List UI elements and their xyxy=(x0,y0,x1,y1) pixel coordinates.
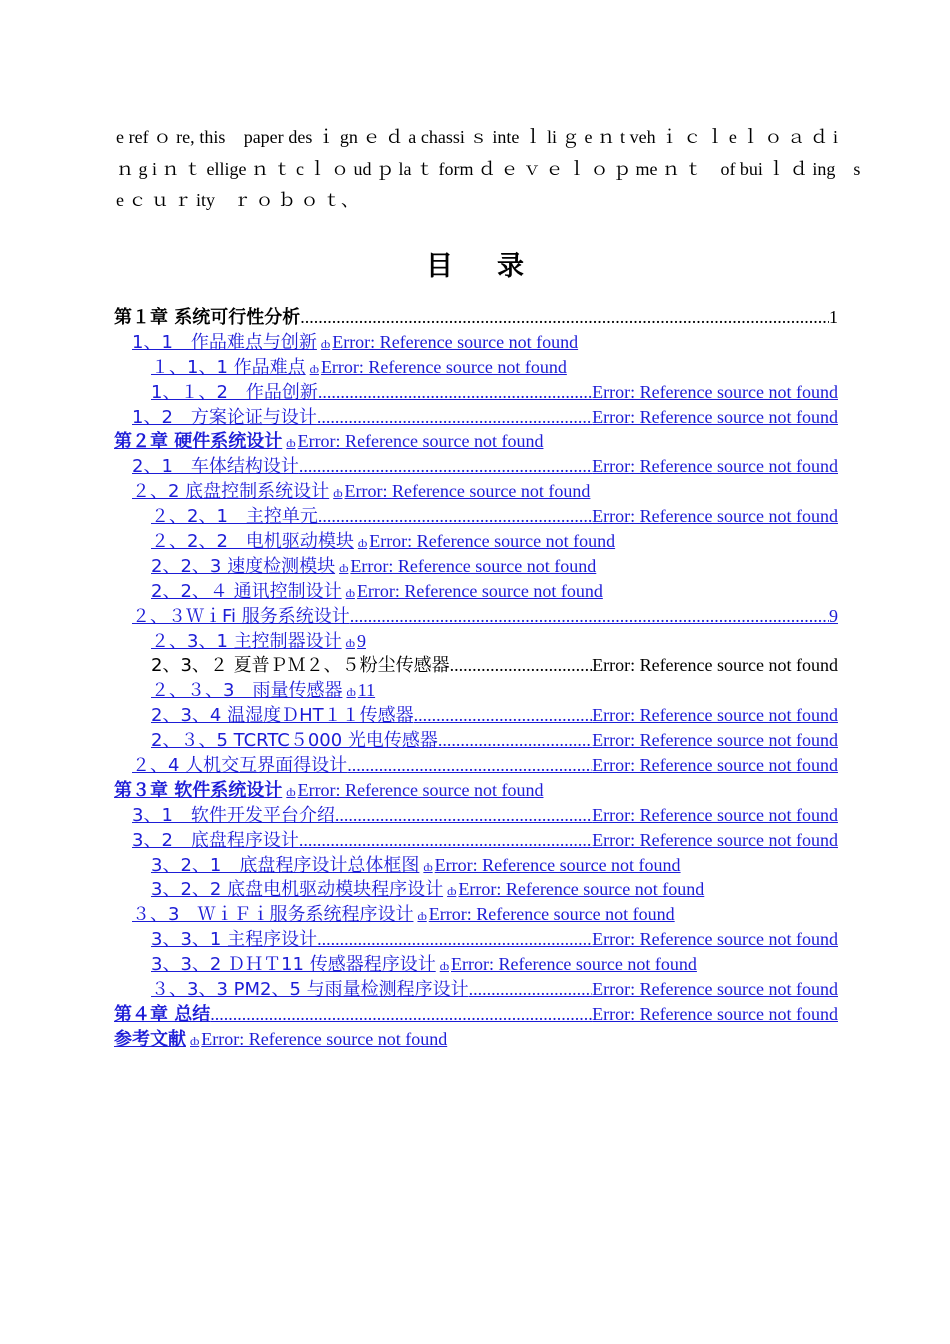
toc-page-ref: Error: Reference source not found xyxy=(451,954,697,975)
toc-entry[interactable] xyxy=(114,828,838,853)
toc-entry-title: 2、3、２ 夏普ＰＭ２、５粉尘传感器 xyxy=(151,655,450,677)
toc-dot-leader xyxy=(350,604,829,629)
toc-entry[interactable] xyxy=(114,405,838,430)
toc-page-ref: Error: Reference source not found xyxy=(369,531,616,552)
toc-entry[interactable] xyxy=(114,579,838,604)
toc-title: 目录 xyxy=(426,251,568,282)
toc-entry-title: 3、2 底盘程序设计 xyxy=(132,829,299,851)
toc-page-ref: Error: Reference source not found xyxy=(592,506,838,527)
toc-entry-title: 2、2、４ 通讯控制设计 xyxy=(151,580,342,602)
toc-page-ref: 9 xyxy=(829,605,838,626)
toc-dot-leader xyxy=(347,753,592,778)
field-marker-icon: ȸ xyxy=(286,436,296,451)
toc-entry[interactable] xyxy=(114,479,838,504)
toc-entry-title: 2、1 车体结构设计 xyxy=(132,456,299,478)
toc-page-ref: 1 xyxy=(829,307,838,327)
toc-entry-title: 第３章 软件系统设计 xyxy=(114,779,283,801)
field-marker-icon: ȸ xyxy=(190,1033,200,1048)
field-marker-icon: ȸ xyxy=(439,959,449,974)
field-marker-icon: ȸ xyxy=(309,361,319,376)
toc-entry[interactable] xyxy=(114,703,838,728)
toc-entry-title: 第１章 系统可行性分析 xyxy=(114,307,301,328)
toc-entry[interactable] xyxy=(114,977,838,1002)
toc-page-ref: Error: Reference source not found xyxy=(592,804,838,825)
toc-page-ref: Error: Reference source not found xyxy=(592,705,838,726)
toc-entry[interactable] xyxy=(114,380,838,405)
toc-entry[interactable] xyxy=(114,803,838,828)
toc-entry-title: 3、2、2 底盘电机驱动模块程序设计 xyxy=(151,879,444,901)
toc-entry[interactable] xyxy=(114,902,838,927)
toc-entry-title: １、1、1 作品难点 xyxy=(151,356,306,378)
abstract-line: e ref ｏ re, this paper des ｉ gn ｅ ｄ a chassi ｓ inte ｌ li ｇ e ｎ t veh ｉ ｃ ｌ e ｌ ｏ ａ ｄ i xyxy=(116,127,838,147)
toc-entry-title: 3、2、1 底盘程序设计总体框图 xyxy=(151,854,420,876)
toc-entry-title: 2、3、4 温湿度ＤHT１１传感器 xyxy=(151,705,414,727)
toc-entry-title: ３、3 ＷｉＦｉ服务系统程序设计 xyxy=(132,904,414,926)
toc-dot-leader xyxy=(450,653,592,678)
toc-page-ref: Error: Reference source not found xyxy=(592,1003,838,1024)
toc-dot-leader xyxy=(414,703,592,728)
toc-dot-leader xyxy=(438,728,592,753)
toc-entry[interactable] xyxy=(114,753,838,778)
table-of-contents xyxy=(114,305,838,1052)
abstract-continuation xyxy=(116,122,861,217)
toc-page-ref: Error: Reference source not found xyxy=(350,555,597,576)
toc-page-ref: Error: Reference source not found xyxy=(592,755,838,776)
toc-entry[interactable] xyxy=(114,355,838,380)
field-marker-icon: ȸ xyxy=(320,336,331,351)
toc-entry-title: ２、2 底盘控制系统设计 xyxy=(132,481,330,503)
toc-page-ref: 11 xyxy=(357,680,376,701)
toc-entry[interactable] xyxy=(114,1027,838,1052)
toc-entry[interactable] xyxy=(114,927,838,952)
toc-dot-leader xyxy=(317,927,592,952)
toc-dot-leader xyxy=(299,828,592,853)
field-marker-icon: ȸ xyxy=(357,536,368,551)
toc-entry[interactable] xyxy=(114,678,838,703)
toc-page-ref: Error: Reference source not found xyxy=(592,730,838,751)
toc-entry[interactable] xyxy=(114,554,838,579)
toc-entry-title: ２、2、1 主控单元 xyxy=(151,506,318,528)
toc-entry-title: 2、2、3 速度检测模块 xyxy=(151,555,336,577)
toc-entry-title: 1、１、2 作品创新 xyxy=(151,381,318,403)
field-marker-icon: ȸ xyxy=(286,784,296,799)
toc-entry-title: 1、2 方案论证与设计 xyxy=(132,406,317,428)
field-marker-icon: ȸ xyxy=(339,560,349,575)
toc-page-ref: Error: Reference source not found xyxy=(592,456,838,477)
toc-dot-leader xyxy=(300,305,829,330)
field-marker-icon: ȸ xyxy=(417,909,427,924)
toc-page-ref: Error: Reference source not found xyxy=(428,904,675,925)
toc-page-ref: Error: Reference source not found xyxy=(201,1028,448,1049)
toc-page-ref: Error: Reference source not found xyxy=(592,655,838,676)
toc-dot-leader xyxy=(469,977,592,1002)
toc-entry[interactable] xyxy=(114,877,838,902)
abstract-line: ｎ g i ｎ ｔ ellige ｎ ｔ c ｌ ｏ ud ｐ la ｔ form ｄ ｅ ｖ ｅ ｌ ｏ ｐ me ｎ ｔ of bui ｌ ｄ ing s xyxy=(116,158,861,179)
toc-entry xyxy=(114,653,838,678)
toc-page-ref: Error: Reference source not found xyxy=(320,356,567,377)
toc-dot-leader xyxy=(210,1002,592,1027)
toc-entry-title: 3、3、1 主程序设计 xyxy=(151,929,318,951)
toc-page-ref: Error: Reference source not found xyxy=(297,431,544,452)
toc-page-ref: Error: Reference source not found xyxy=(458,879,705,900)
toc-entry-title: ３、3、3 PM2、5 与雨量检测程序设计 xyxy=(151,979,469,1001)
toc-page-ref: Error: Reference source not found xyxy=(297,779,544,800)
toc-entry[interactable] xyxy=(114,728,838,753)
toc-entry-title: ２、３ＷｉFi 服务系统设计 xyxy=(132,605,350,627)
field-marker-icon: ȸ xyxy=(345,635,355,650)
toc-entry[interactable] xyxy=(114,952,838,977)
toc-entry-title: ２、３、3 雨量传感器 xyxy=(151,680,343,702)
toc-dot-leader xyxy=(317,405,592,430)
toc-entry-title: 2、３、5 TCRTC５000 光电传感器 xyxy=(151,730,438,752)
toc-entry[interactable] xyxy=(114,454,838,479)
field-marker-icon: ȸ xyxy=(346,685,356,700)
toc-entry xyxy=(114,305,838,330)
field-marker-icon: ȸ xyxy=(447,884,457,899)
toc-entry[interactable] xyxy=(114,429,838,454)
toc-entry-title: 3、1 软件开发平台介绍 xyxy=(132,804,335,826)
toc-page-ref: Error: Reference source not found xyxy=(434,854,681,875)
toc-entry-title: ２、3、1 主控制器设计 xyxy=(151,630,342,652)
toc-entry-title: 1、1 作品难点与创新 xyxy=(132,331,317,353)
toc-page-ref: Error: Reference source not found xyxy=(332,331,579,352)
toc-page-ref: Error: Reference source not found xyxy=(344,481,591,502)
toc-dot-leader xyxy=(318,504,592,529)
toc-dot-leader xyxy=(299,454,592,479)
toc-entry-title: 参考文献 xyxy=(114,1028,186,1050)
toc-page-ref: Error: Reference source not found xyxy=(592,979,838,1000)
toc-entry[interactable] xyxy=(114,529,838,554)
field-marker-icon: ȸ xyxy=(345,585,355,600)
toc-entry-title: 第２章 硬件系统设计 xyxy=(114,431,283,453)
toc-entry-title: 3、3、2 ＤＨＴ11 传感器程序设计 xyxy=(151,954,436,976)
toc-page-ref: Error: Reference source not found xyxy=(592,406,838,427)
toc-entry[interactable] xyxy=(114,853,838,878)
toc-dot-leader xyxy=(318,380,592,405)
toc-entry-title: ２、2、2 电机驱动模块 xyxy=(151,531,354,553)
toc-entry[interactable] xyxy=(114,330,838,355)
abstract-line: e ｃ ｕ ｒ ity ｒ ｏ ｂ ｏ ｔ、 xyxy=(116,190,359,210)
toc-entry[interactable] xyxy=(114,778,838,803)
toc-page-ref: Error: Reference source not found xyxy=(592,381,838,402)
toc-page-ref: Error: Reference source not found xyxy=(592,929,838,950)
field-marker-icon: ȸ xyxy=(423,859,433,874)
toc-dot-leader xyxy=(335,803,592,828)
toc-page-ref: 9 xyxy=(356,630,366,651)
toc-entry-title: 第４章 总结 xyxy=(114,1003,211,1025)
toc-page-ref: Error: Reference source not found xyxy=(592,829,838,850)
toc-entry-title: ２、4 人机交互界面得设计 xyxy=(132,755,348,777)
field-marker-icon: ȸ xyxy=(333,486,343,501)
toc-page-ref: Error: Reference source not found xyxy=(356,580,603,601)
toc-entry[interactable] xyxy=(114,504,838,529)
toc-entry[interactable] xyxy=(114,629,838,654)
toc-entry[interactable] xyxy=(114,604,838,629)
toc-entry[interactable] xyxy=(114,1002,838,1027)
